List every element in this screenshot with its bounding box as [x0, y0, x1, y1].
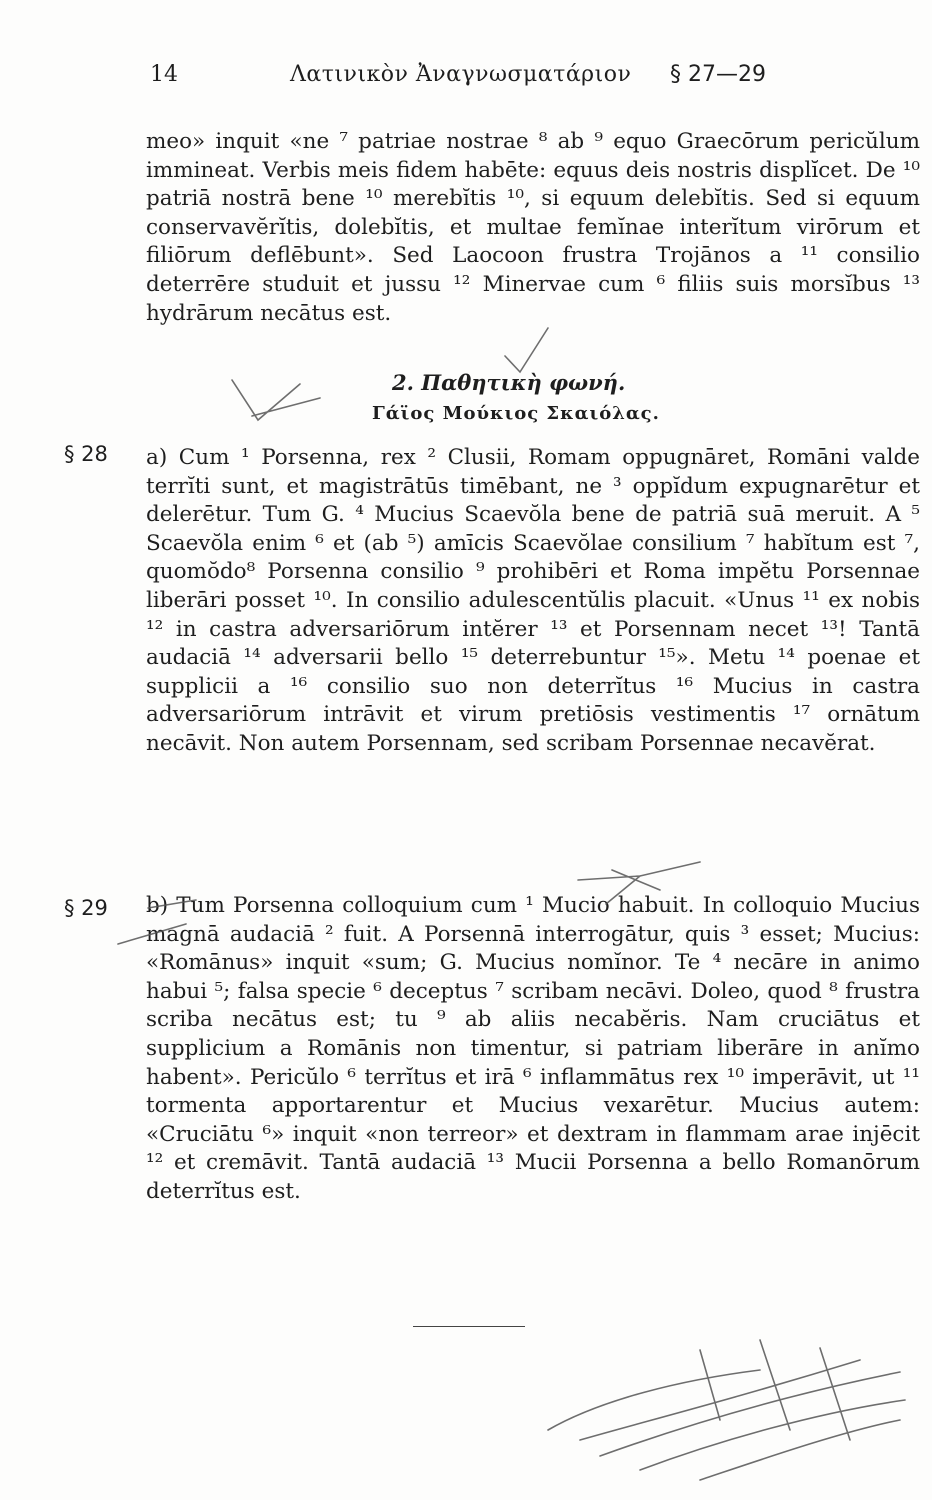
paragraph-mucius-a: a) Cum ¹ Porsenna, rex ² Clusii, Romam oppugnāret, Romāni valde terrĭti sunt, et magistrātūs timēbant, ne ³ oppĭdum expugnarētur et delerētur. Tum G. ⁴ Mucius Scaevŏla bene de patriā suā meruit. A ⁵ Scaevŏla enim ⁶ et (ab ⁵) amīcis Scaevŏlae consilium ⁷ habĭtum est ⁷, quomŏdo⁸ Porsenna consilio ⁹ prohibēri et Roma impĕtu Porsennae liberāri posset ¹⁰. In consilio adulescentŭlis placuit. «Unus ¹¹ ex nobis ¹² in castra adversariōrum intĕrer ¹³ et Porsennam necet ¹³! Tantā audaciā ¹⁴ adversarii bello ¹⁵ deterrebuntur ¹⁵». Metu ¹⁴ poenae et supplicii a ¹⁶ consilio suo non deterrĭtus ¹⁶ Mucius in castra adversariōrum intrāvit et virum pretiōsis vestimentis ¹⁷ ornātum necāvit. Non autem Porsennam, sed scribam Porsennae necavĕrat. — [146, 445, 920, 756]
page-header — [150, 62, 810, 98]
section-subtitle: Γάϊος Μούκιος Σκαιόλας. — [372, 403, 660, 424]
paragraph-laocoon: meo» inquit «ne ⁷ patriae nostrae ⁸ ab ⁹ equo Graecōrum pericŭlum immineat. Verbis meis fidem habēte: equus deis nostris displĭcet. De ¹⁰ patriā nostrā bene ¹⁰ merebĭtis ¹⁰, si equum delebĭtis. Sed si equum conservavĕrĭtis, dolebĭtis, et multae femĭnae interĭtum virōrum et filiōrum deflēbunt». Sed Laocoon frustra Trojānos a ¹¹ consilio deterrēre studuit et jussu ¹² Minervae cum ⁶ filiis suis morsĭbus ¹³ hydrārum necātus est. — [146, 129, 920, 326]
section-marker-29: § 29 — [64, 896, 108, 920]
checkmark-scribble — [232, 380, 320, 420]
bottom-scribble — [548, 1360, 905, 1480]
section-range: § 27—29 — [670, 62, 766, 87]
footer-rule — [413, 1326, 525, 1327]
paragraph-mucius-b: b) Tum Porsenna colloquium cum ¹ Mucio habuit. In colloquio Mucius magnā audaciā ² fuit. A Porsennā interrogātur, quis ³ esset; Mucius: «Romānus» inquit «sum; G. Mucius nomĭnor. Te ⁴ necāre in animo habui ⁵; falsa specie ⁶ deceptus ⁷ scribam necāvi. Doleo, quod ⁸ frustra scriba necātus est; tu ⁹ ab aliis necabĕris. Nam cruciātus et supplicium a Romānis non timentur, si patriam liberāre in anĭmo habent». Pericŭlo ⁶ terrĭtus et irā ⁶ inflammātus rex ¹⁰ imperāvit, ut ¹¹ tormenta apportarentur et Mucius vexarētur. Mucius autem: «Cruciātu ⁶» inquit «non terreor» et dextram in flammam arae injēcit ¹² et cremāvit. Tantā audaciā ¹³ Mucii Porsenna a bello Romanōrum deterrĭtus est. — [146, 893, 920, 1204]
bottom-scribble — [700, 1340, 850, 1440]
section-heading: 2. Παθητικὴ φωνή. — [392, 370, 626, 395]
running-title: Λατινικὸν Ἀναγνωσματάριον — [290, 62, 632, 87]
section-marker-28: § 28 — [64, 442, 108, 466]
checkmark-scribble — [505, 328, 548, 372]
page-number: 14 — [150, 62, 178, 87]
